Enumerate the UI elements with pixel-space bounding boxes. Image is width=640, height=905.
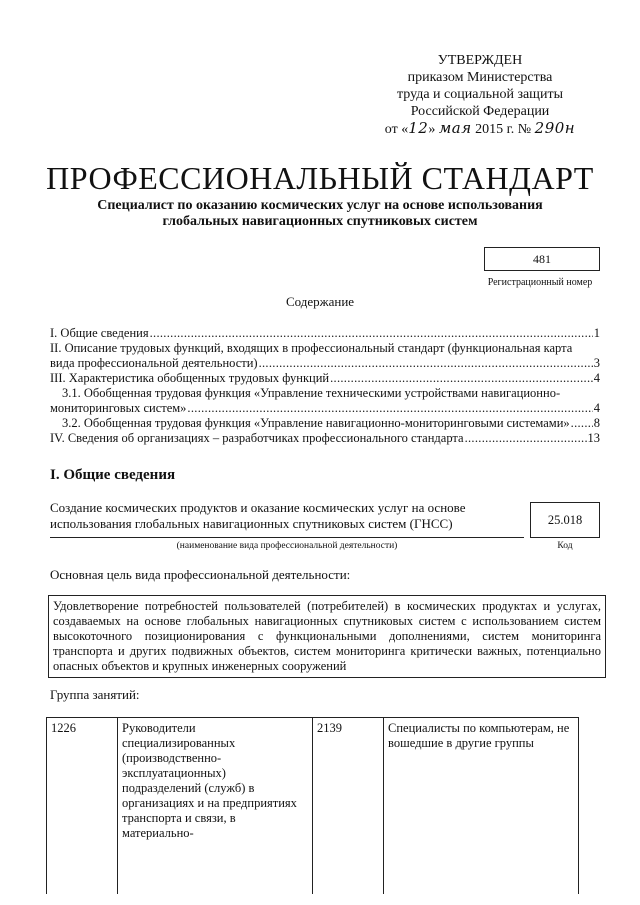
activity-caption: (наименование вида профессиональной деятельности) [176, 541, 398, 551]
toc-item-page: 8 [593, 416, 600, 430]
document-subtitle [60, 198, 580, 230]
approval-date-line [360, 120, 600, 138]
toc-item-text: мониторинговых систем» [50, 401, 187, 415]
approval-month: мая [438, 119, 472, 137]
approval-day: 12 [408, 119, 429, 137]
approval-year: 2015 г. № [475, 122, 532, 137]
toc-item[interactable] [50, 356, 600, 371]
approval-block [360, 52, 600, 138]
date-day-suffix: » [428, 122, 436, 137]
toc-item[interactable] [50, 416, 600, 431]
activity-line-1: Создание космических продуктов и оказание космических услуг на основе [50, 500, 466, 515]
approval-country: Российской Федерации [410, 104, 550, 119]
activity-line-2: использования глобальных навигационных спутниковых систем (ГНСС) [50, 516, 453, 531]
toc-item-text: III. Характеристика обобщенных трудовых функций [50, 371, 330, 385]
activity-code-caption: Код [557, 541, 573, 551]
toc-leader [571, 416, 593, 431]
toc-item[interactable] [50, 431, 600, 446]
toc-item-page: 4 [593, 401, 600, 415]
group-name-cell: Специалисты по компьютерам, не вошедшие в другие группы [384, 718, 579, 895]
toc-leader [150, 326, 593, 341]
toc-item-text[interactable]: II. Описание трудовых функций, входящих в профессиональный стандарт (функциональная карта [50, 341, 573, 355]
toc-item-page: 13 [587, 431, 600, 445]
date-prefix: от « [384, 122, 409, 137]
document-title: ПРОФЕССИОНАЛЬНЫЙ СТАНДАРТ [46, 160, 594, 196]
toc-item-text: IV. Сведения об организациях – разработчиках профессионального стандарта [50, 431, 464, 445]
activity-code-box: 25.018 [530, 502, 600, 538]
toc-item-page: 1 [593, 326, 600, 340]
section-heading: I. Общие сведения [50, 467, 176, 483]
approval-status: УТВЕРЖДЕН [437, 53, 523, 68]
registration-label: Регистрационный номер [487, 277, 593, 288]
toc-item-page: 3 [593, 356, 600, 370]
group-code-cell: 1226 [47, 718, 118, 895]
approval-order: приказом Министерства [407, 70, 553, 85]
subtitle-line-2: глобальных навигационных спутниковых систем [162, 214, 478, 229]
activity-kind [50, 500, 490, 532]
toc-item-text: I. Общие сведения [50, 326, 149, 340]
group-name-cell: Руководители специализированных (производственно-эксплуатационных) подразделений (служб) в организациях и на предприятиях транспорта и связи, в материально- [118, 718, 313, 895]
toc-item-text: вида профессиональной деятельности) [50, 356, 258, 370]
subtitle-line-1: Специалист по оказанию космических услуг на основе использования [97, 198, 543, 213]
group-label: Группа занятий: [50, 687, 140, 702]
toc-item-text: 3.2. Обобщенная трудовая функция «Управление навигационно-мониторинговыми системами» [62, 416, 570, 430]
toc-item-text[interactable]: 3.1. Обобщенная трудовая функция «Управление техническими устройствами навигационно- [62, 386, 561, 400]
group-code-cell: 2139 [313, 718, 384, 895]
toc-item[interactable] [50, 371, 600, 386]
approval-ministry: труда и социальной защиты [397, 87, 563, 102]
registration-number-box: 481 [484, 247, 600, 271]
occupation-group-table [46, 717, 579, 894]
toc-leader [330, 371, 593, 386]
activity-underline [50, 537, 524, 538]
toc-leader [259, 356, 593, 371]
toc-title: Содержание [285, 294, 355, 309]
goal-text-box: Удовлетворение потребностей пользователей (потребителей) в космических продуктах и услугах, создаваемых на основе глобальных навигационных спутниковых систем с использованием систем высокоточного позиционирования с функциональными дополнениями, систем мониторинга транспорта и других подвижных объектов, систем мониторинга критически важных, потенциально опасных объектов и крупных инженерных сооружений [48, 595, 606, 678]
toc-item[interactable] [50, 326, 600, 341]
toc-leader [187, 401, 592, 416]
table-of-contents [50, 326, 600, 446]
toc-item-page: 4 [593, 371, 600, 385]
toc-leader [465, 431, 587, 446]
table-row [47, 718, 579, 895]
toc-item[interactable] [50, 401, 600, 416]
approval-number: 290н [534, 119, 576, 137]
goal-label: Основная цель вида профессиональной деятельности: [50, 567, 351, 582]
